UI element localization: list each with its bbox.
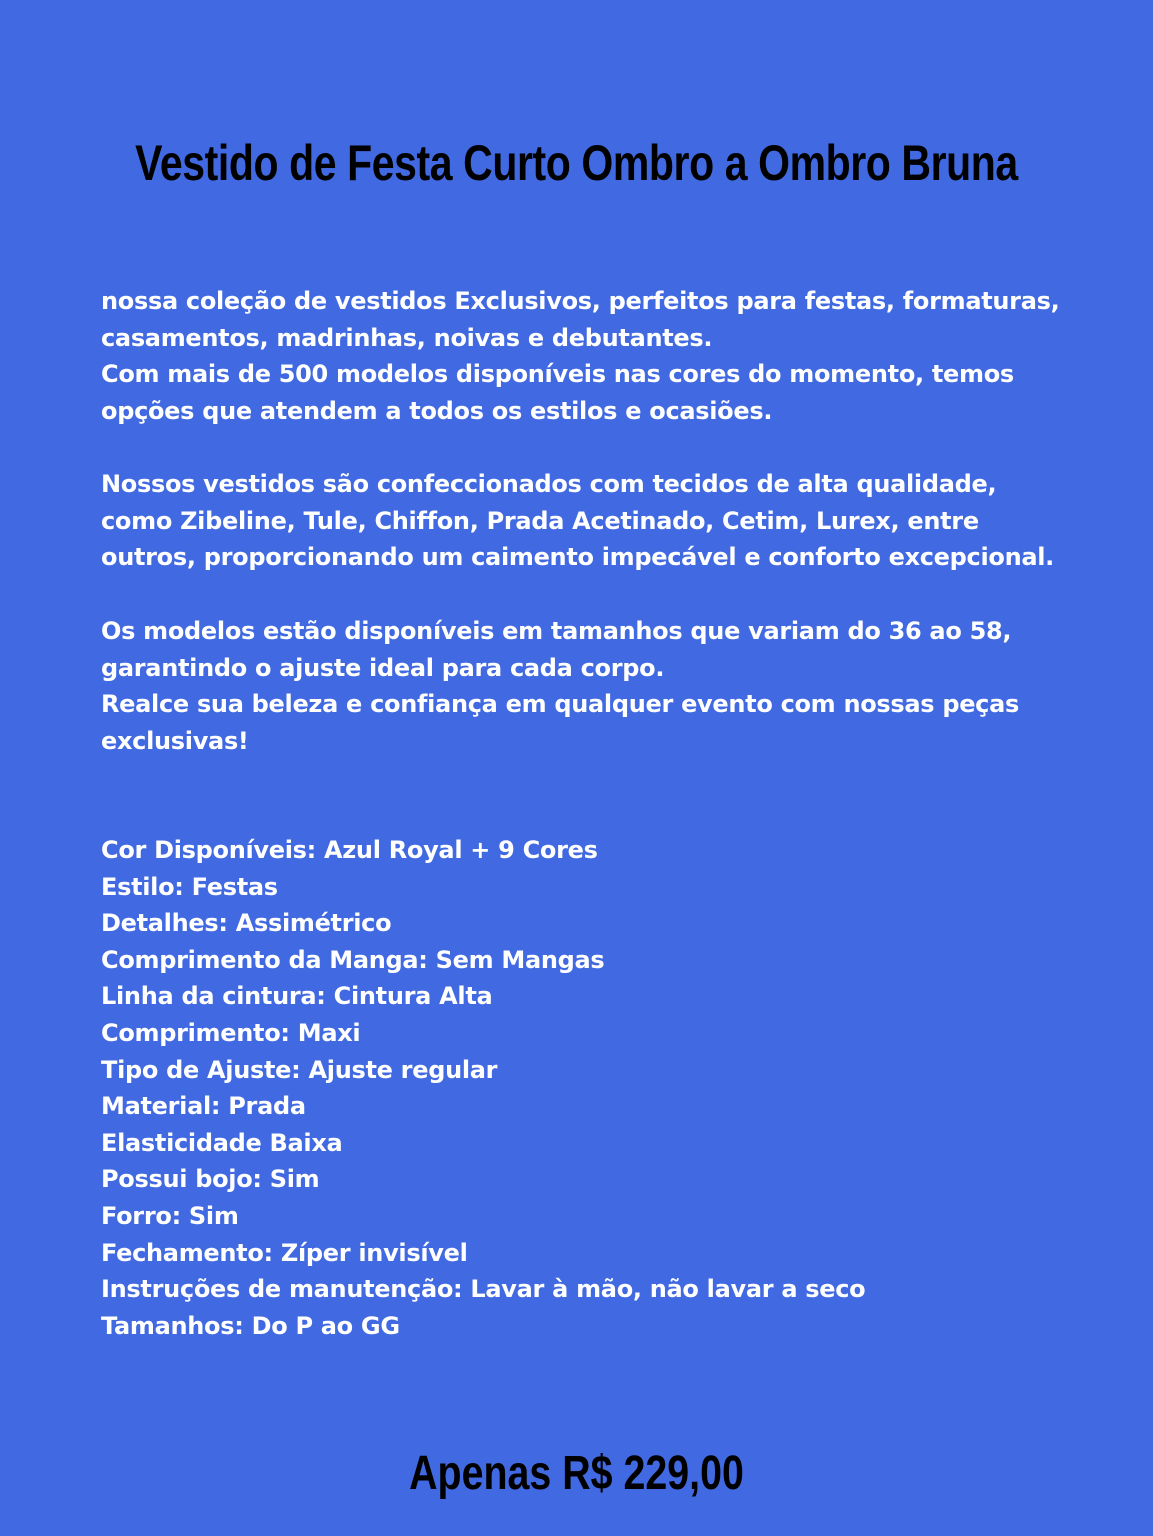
fabrics-paragraph — [101, 466, 1061, 576]
text-line: Realce sua beleza e confiança em qualquer evento com nossas peças — [101, 690, 1019, 719]
spec-item: Tamanhos: Do P ao GG — [101, 1311, 400, 1340]
text-line: Os modelos estão disponíveis em tamanhos que variam do 36 ao 58, — [101, 617, 1012, 645]
text-line: outros, proporcionando um caimento impecável e conforto excepcional. — [101, 543, 1054, 572]
page-title: Vestido de Festa Curto Ombro a Ombro Bruna — [135, 135, 1018, 191]
spec-item: Linha da cintura: Cintura Alta — [101, 982, 493, 1011]
spec-item: Forro: Sim — [101, 1201, 239, 1230]
sizes-paragraph — [101, 613, 1061, 759]
spec-item: Possui bojo: Sim — [101, 1165, 320, 1194]
spec-item: Elasticidade Baixa — [101, 1128, 343, 1157]
text-line: Com mais de 500 modelos disponíveis nas cores do momento, temos — [101, 360, 1014, 389]
intro-paragraph — [101, 283, 1061, 429]
text-line: casamentos, madrinhas, noivas e debutantes. — [101, 323, 713, 352]
price-label: Apenas R$ 229,00 — [409, 1447, 744, 1500]
spec-item: Tipo de Ajuste: Ajuste regular — [101, 1055, 498, 1084]
text-line: garantindo o ajuste ideal para cada corpo. — [101, 653, 665, 682]
text-line: opções que atendem a todos os estilos e ocasiões. — [101, 396, 773, 425]
spec-item: Instruções de manutenção: Lavar à mão, não lavar a seco — [101, 1275, 866, 1304]
spec-list — [101, 832, 1061, 1344]
spec-item: Detalhes: Assimétrico — [101, 909, 392, 938]
spec-item: Material: Prada — [101, 1092, 306, 1121]
spec-item: Fechamento: Zíper invisível — [101, 1238, 468, 1267]
text-line: como Zibeline, Tule, Chiffon, Prada Acetinado, Cetim, Lurex, entre — [101, 506, 979, 535]
text-line: nossa coleção de vestidos Exclusivos, perfeitos para festas, formaturas, — [101, 287, 1060, 315]
spec-item: Comprimento: Maxi — [101, 1018, 361, 1047]
spec-item: Estilo: Festas — [101, 872, 278, 901]
spec-item: Comprimento da Manga: Sem Mangas — [101, 945, 605, 974]
text-line: Nossos vestidos são confeccionados com tecidos de alta qualidade, — [101, 470, 997, 498]
spec-item: Cor Disponíveis: Azul Royal + 9 Cores — [101, 836, 598, 864]
text-line: exclusivas! — [101, 726, 249, 755]
